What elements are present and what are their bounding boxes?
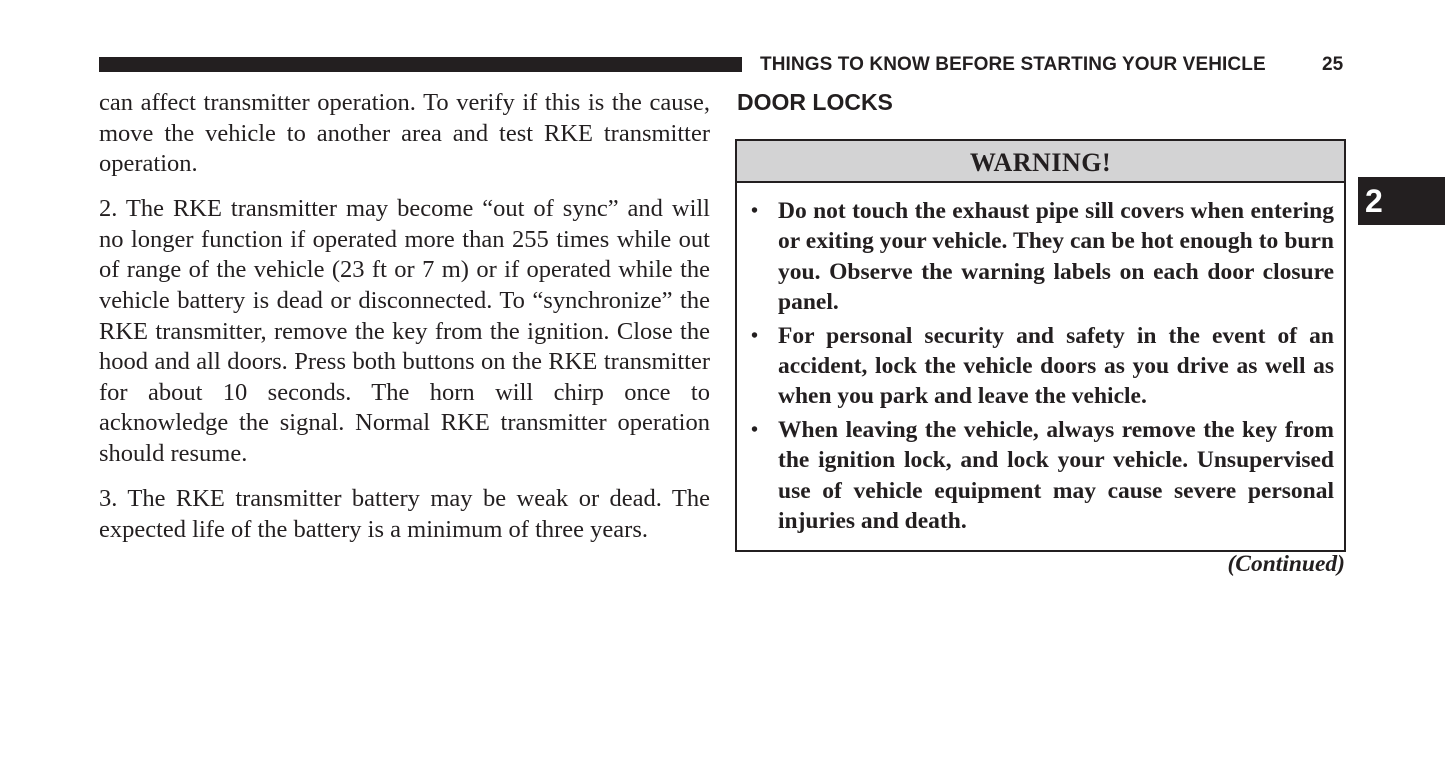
paragraph-out-of-sync: 2. The RKE transmitter may become “out of sync” and will no longer function if operated more than 255 times while out of range of the vehicle (23 ft or 7 m) or if operated while the vehicle battery is dead or disconnected. To “synchronize” the RKE transmitter, remove the key from the ignition. Close the hood and all doors. Press both buttons on the RKE transmitter for about 10 seconds. The horn will chirp once to acknowledge the signal. Normal RKE transmitter operation should resume.	[99, 195, 710, 468]
left-column	[99, 88, 710, 560]
paragraph-battery: 3. The RKE transmitter battery may be weak or dead. The expected life of the battery is a minimum of three years.	[99, 485, 710, 543]
continued-note: (Continued)	[1227, 551, 1345, 577]
paragraph-continuation: can affect transmitter operation. To verify if this is the cause, move the vehicle to another area and test RKE transmitter operation.	[99, 89, 710, 178]
header-rule	[99, 57, 742, 72]
bullet-icon: •	[751, 419, 759, 442]
bullet-icon: •	[751, 324, 759, 347]
warning-item-text: When leaving the vehicle, always remove the key from the ignition lock, and lock your vehicle. Unsupervised use of vehicle equipment may cause severe personal injuries and death.	[778, 417, 1334, 534]
warning-box	[735, 139, 1346, 552]
page-number: 25	[1322, 54, 1344, 75]
warning-item-text: For personal security and safety in the event of an accident, lock the vehicle doors as you drive as well as when you park and leave the vehicle.	[778, 322, 1334, 410]
warning-item	[751, 321, 1334, 412]
bullet-icon: •	[751, 200, 759, 222]
warning-item	[751, 196, 1334, 317]
chapter-tab: 2	[1358, 177, 1445, 225]
warning-list	[737, 183, 1344, 536]
warning-item-text: Do not touch the exhaust pipe sill covers when entering or exiting your vehicle. They can be hot enough to burn you. Observe the warning labels on each door closure panel.	[778, 198, 1334, 315]
section-heading-door-locks: DOOR LOCKS	[737, 89, 893, 115]
warning-title: WARNING!	[737, 141, 1344, 183]
warning-item	[751, 415, 1334, 536]
running-header: THINGS TO KNOW BEFORE STARTING YOUR VEHICLE	[760, 54, 1266, 75]
